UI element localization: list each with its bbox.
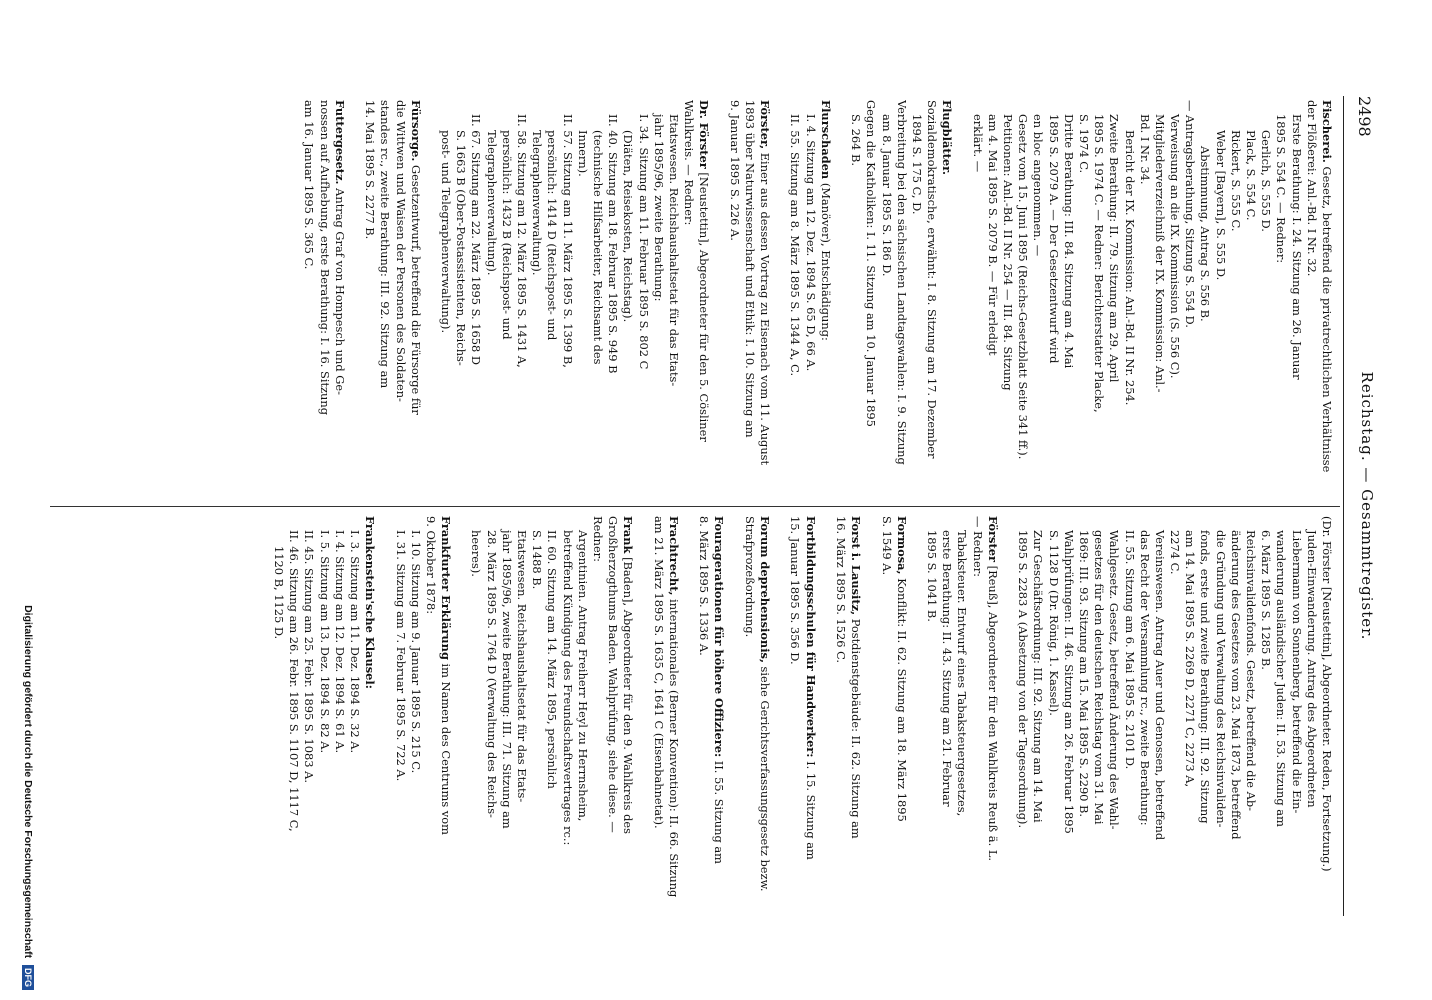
- index-text: Reichsinvalidenfonds. Gesetz, betreffend die Ab-: [1244, 530, 1259, 811]
- index-line: [1015, 516, 1030, 910]
- index-keyword: Dr. Förster: [697, 100, 712, 169]
- index-line: [1182, 516, 1197, 910]
- index-line: [1091, 516, 1106, 910]
- index-line: [408, 516, 423, 910]
- index-keyword: Fischerei.: [1320, 100, 1334, 163]
- index-text: I. 5. Sitzung am 13. Dez. 1894 S. 82 A.: [317, 530, 332, 754]
- index-text: Mitgliederverzeichniß der IX. Kommission: Anl.-: [1152, 114, 1167, 393]
- index-text: I. 34. Sitzung am 11. Februar 1895 S. 802 C: [636, 114, 651, 370]
- index-text: 28. März 1895 S. 1764 D (Verwaltung des Reichs-: [484, 530, 499, 818]
- index-text: im Namen des Centrums vom: [439, 659, 454, 835]
- index-line: [1137, 100, 1152, 494]
- index-text: — Antragsberathung, Sitzung S. 554 D.: [1183, 100, 1198, 328]
- index-text: Bericht der IX. Kommission: Anl.-Bd. II Nr. 254.: [1122, 130, 1137, 406]
- index-line: [757, 100, 772, 494]
- index-keyword: Förster: [985, 516, 1000, 562]
- index-text: (Diäten, Reisekosten, Reichstag).: [621, 130, 636, 323]
- index-line: [1045, 516, 1060, 910]
- index-text: (Manöver), Entschädigung:: [818, 179, 833, 341]
- index-text: II. 55. Sitzung am: [712, 757, 727, 864]
- index-text: Bd. I Nr. 34.: [1137, 114, 1152, 185]
- index-line: [939, 516, 954, 910]
- index-line: [1243, 100, 1258, 494]
- index-text: änderung des Gesetzes vom 23. Mai 1873, betreffend: [1228, 530, 1243, 840]
- index-keyword: Flugblätter.: [940, 100, 955, 176]
- index-line: [377, 100, 392, 494]
- index-keyword: Fürsorge.: [408, 100, 423, 162]
- index-text: gesetzes für den deutschen Reichstag vom 31. Mai: [1092, 530, 1107, 825]
- index-line: [1197, 516, 1212, 910]
- index-line: [863, 100, 878, 494]
- index-text: Etatswesen. Reichshaushaltsetat für das Etats-: [515, 530, 530, 803]
- index-text: am 8. Januar 1895 S. 186 D.: [879, 114, 894, 277]
- index-text: standes rc., zweite Berathung: III. 92. Sitzung am: [378, 100, 393, 389]
- index-line: [559, 100, 574, 494]
- index-keyword: Förster,: [758, 100, 773, 150]
- index-text: 8. März 1895 S. 1336 A.: [697, 516, 712, 656]
- index-text: S. 1663 B (Ober-Postassistenten, Reichs-: [454, 130, 469, 366]
- index-line: [1106, 516, 1121, 910]
- index-text: am 21. März 1895 S. 1635 C, 1641 C (Eisenbahnetat).: [651, 516, 666, 829]
- index-text: [Neustettin], Abgeordneter für den 5. Cösliner: [697, 168, 712, 442]
- index-text: erklärt. —: [970, 114, 985, 173]
- index-line: [1015, 100, 1030, 494]
- index-text: siehe Gerichtsverfassungsgesetz bezw.: [758, 662, 773, 892]
- index-text: S. 1974 C.: [1077, 114, 1091, 174]
- index-text: das Recht der Versammlung rc., zweite Berathung:: [1137, 530, 1152, 826]
- index-line: [954, 516, 969, 910]
- index-text: Zweite Berathung: II. 79. Sitzung am 29. April: [1107, 114, 1122, 383]
- index-text: jahr 1895/96, zweite Berathung: III. 71. Sitzung am: [499, 530, 514, 829]
- index-line: [468, 100, 483, 494]
- index-keyword: Flurschaden: [818, 100, 833, 180]
- index-line: [1304, 516, 1319, 910]
- index-line: [1076, 100, 1091, 494]
- index-line: [742, 100, 757, 494]
- index-text: post- und Telegraphenverwaltung).: [439, 130, 454, 334]
- index-text: Rickert, S. 555 C.: [1228, 130, 1243, 232]
- index-line: [529, 100, 544, 494]
- index-line: [1228, 100, 1243, 494]
- index-line: [1030, 516, 1045, 910]
- index-text: II. 67. Sitzung am 22. März 1895 S. 1658 D: [469, 114, 484, 366]
- index-text: 9. Januar 1895 S. 226 A.: [727, 100, 742, 241]
- index-line: [605, 100, 620, 494]
- index-line: [848, 100, 863, 494]
- index-keyword: Forum deprehensionis,: [758, 516, 773, 663]
- digitization-credit: [22, 200, 34, 990]
- index-text: 1895 S. 2283 A (Absetzung von der Tagesordnung).: [1016, 530, 1031, 829]
- index-text: Petitionen: Anl.-Bd. II Nr. 254 — III. 84. Sitzung: [1001, 114, 1016, 391]
- index-line: [727, 516, 742, 910]
- index-text: 1120 B, 1125 D.: [272, 546, 287, 640]
- index-text: Postdienstgebäude: II. 62. Sitzung am: [849, 615, 864, 839]
- index-line: [1167, 100, 1182, 494]
- index-line: [605, 516, 620, 910]
- index-text: 1895 S. 1041 B.: [925, 530, 940, 622]
- index-text: internationales (Berner Konvention): II. 66. Sitzung: [666, 595, 681, 898]
- page-number: 2498: [1355, 96, 1374, 137]
- index-line: [1137, 516, 1152, 910]
- index-text: (technische Hilfsarbeiter, Reichsamt des: [591, 130, 605, 365]
- index-line: [286, 516, 301, 910]
- index-line: [742, 516, 757, 910]
- index-text: Weber [Bayern], S. 555 D.: [1213, 130, 1228, 281]
- index-line: [1258, 516, 1273, 910]
- index-text: II. 55. Sitzung am 6. Mai 1895 S. 2101 D.: [1122, 530, 1137, 770]
- index-line: [514, 516, 529, 910]
- index-text: Wahlprüfungen: II. 46. Sitzung am 26. Februar 1895: [1061, 530, 1076, 834]
- index-text: Gegen die Katholiken: I. 11. Sitzung am 10. Januar 1895: [864, 100, 879, 427]
- index-line: [499, 100, 514, 494]
- index-line: [635, 516, 650, 910]
- index-text: II. 55. Sitzung am 8. März 1895 S. 1344 A, C.: [788, 114, 803, 377]
- index-line: [620, 100, 635, 494]
- index-line: [681, 516, 696, 910]
- running-title: Reichstag. — Gesammtregister.: [1358, 371, 1376, 641]
- index-line: [362, 100, 377, 494]
- index-text: wanderung ausländischer Juden: II. 53. Sitzung am: [1274, 530, 1289, 827]
- index-text: 1894 S. 175 C, D.: [909, 114, 924, 215]
- index-line: [453, 100, 468, 494]
- index-text: Gerlich, S. 555 D.: [1259, 130, 1274, 232]
- index-line: [681, 100, 696, 494]
- index-text: Abstimmung, Antrag S. 556 B.: [1198, 146, 1213, 322]
- index-text: 14. Mai 1895 S. 2277 B.: [363, 100, 378, 240]
- index-text: Tabaksteuer. Entwurf eines Tabaksteuergesetzes,: [955, 530, 970, 817]
- index-line: [438, 516, 453, 910]
- index-text: Einer aus dessen Vortrag zu Eisenach vom 11. August: [758, 149, 773, 466]
- index-line: [301, 516, 316, 910]
- index-text: I. 31. Sitzung am 7. Februar 1895 S. 722 A.: [393, 530, 408, 782]
- index-text: persönlich: 1432 B (Reichspost- und: [499, 130, 514, 340]
- index-line: [894, 516, 909, 910]
- index-line: [468, 516, 483, 910]
- index-text: II. 58. Sitzung am 12. März 1895 S. 1431 A,: [515, 114, 530, 368]
- index-line: [1121, 516, 1136, 910]
- index-keyword: Fortbildungsschulen für Handwerker:: [803, 516, 818, 758]
- index-line: [666, 516, 681, 910]
- index-line: [316, 100, 331, 494]
- index-line: [878, 516, 893, 910]
- index-line: [1061, 516, 1076, 910]
- index-text: Großherzogthums Baden. Wahlprüfung, siehe diese. —: [606, 516, 621, 833]
- index-text: S. 1549 A.: [879, 516, 894, 576]
- index-line: [590, 100, 605, 494]
- dfg-logo: DFG: [22, 965, 34, 990]
- index-line: [802, 516, 817, 910]
- index-line: [1258, 100, 1273, 494]
- index-line: [590, 516, 605, 910]
- index-text: am 4. Mai 1895 S. 2079 B. — Für erledigt: [985, 114, 1000, 356]
- index-text: — Redner:: [970, 516, 985, 577]
- index-line: [1091, 100, 1106, 494]
- index-text: heeres).: [469, 530, 484, 577]
- index-text: Telegraphenverwaltung).: [530, 130, 545, 276]
- index-line: [484, 516, 499, 910]
- index-line: [954, 100, 969, 494]
- index-line: [392, 516, 407, 910]
- index-text: 6. März 1895 S. 1285 B.: [1259, 530, 1274, 670]
- index-text: S. 1128 D (Dr. Rönig, 1. Kassel).: [1046, 530, 1061, 716]
- index-text: am 16. Januar 1895 S. 365 C.: [302, 100, 317, 270]
- index-text: S. 1488 B.: [530, 530, 545, 590]
- index-line: [666, 100, 681, 494]
- index-line: [833, 100, 848, 494]
- index-keyword: Frankenstein'sche Klausel:: [363, 516, 378, 689]
- index-line: [1076, 516, 1091, 910]
- index-text: Innern).: [575, 130, 590, 177]
- index-text: der Flößerei: Anl.-Bd. I Nr. 32.: [1304, 100, 1319, 277]
- index-line: [1243, 516, 1258, 910]
- index-line: [1030, 100, 1045, 494]
- index-text: [Reuß], Abgeordneter für den Wahlkreis Reuß ä. L.: [985, 562, 1000, 862]
- index-line: [757, 516, 772, 910]
- index-line: [347, 516, 362, 910]
- index-line: [696, 100, 711, 494]
- index-line: [1045, 100, 1060, 494]
- index-text: Erste Berathung: I. 24. Sitzung am 26. Januar: [1289, 114, 1304, 380]
- index-text: Antrag Graf von Hompesch und Ge-: [332, 184, 347, 395]
- index-text: 2274 C.: [1168, 530, 1183, 575]
- column-divider: [50, 506, 1340, 507]
- index-line: [772, 516, 787, 910]
- index-text: Gesetzentwurf, betreffend die Fürsorge für: [408, 161, 423, 415]
- index-text: Konflikt: II. 62. Sitzung am 18. März 1895: [894, 574, 909, 822]
- index-keyword: Futtergesetz.: [332, 100, 347, 185]
- index-line: [1288, 100, 1303, 494]
- index-line: [970, 100, 985, 494]
- index-line: [1000, 100, 1015, 494]
- index-line: [1213, 100, 1228, 494]
- index-line: [1152, 516, 1167, 910]
- index-text: I. 4. Sitzung am 12. Dez. 1894 S. 65 D, 66 A.: [803, 114, 818, 372]
- index-line: [909, 100, 924, 494]
- index-text: 1895 S. 1974 C. — Redner: Berichterstatter Placke,: [1092, 114, 1107, 413]
- index-text: Wahlgesetz. Gesetz, betreffend Änderung des Wahl-: [1107, 530, 1122, 830]
- index-text: die Wittwen und Waisen der Personen des Soldaten-: [393, 100, 408, 402]
- index-text: Sozialdemokratische, erwähnt: I. 8. Sitzung am 17. Dezember: [925, 100, 940, 459]
- index-text: I. 10. Sitzung am 9. Januar 1895 S. 215 C.: [408, 530, 423, 774]
- index-line: [924, 100, 939, 494]
- index-line: [559, 516, 574, 910]
- index-line: [863, 516, 878, 910]
- index-text: Dritte Berathung: III. 84. Sitzung am 4. Mai: [1061, 114, 1076, 369]
- index-line: [423, 100, 438, 494]
- index-text: persönlich: 1414 D (Reichspost- und: [545, 130, 560, 341]
- index-line: [575, 516, 590, 910]
- index-line: [711, 100, 726, 494]
- index-text: Argentinien. Antrag Freiherr Heyl zu Herrnsheim,: [575, 530, 590, 822]
- credit-text: Digitalisierung gefördert durch die Deutsche Forschungsgemeinschaft: [22, 605, 34, 959]
- index-line: [711, 516, 726, 910]
- index-line: [909, 516, 924, 910]
- index-text: Gesetz vom 15. Juni 1895 (Reichs-Gesetzblatt Seite 341 ff.).: [1016, 114, 1031, 460]
- index-line: [271, 516, 286, 910]
- index-line: [1228, 516, 1243, 910]
- index-text: Plack, S. 554 C.: [1244, 130, 1259, 221]
- index-line: [1213, 516, 1228, 910]
- index-line: [362, 516, 377, 910]
- page-header: [1350, 96, 1376, 916]
- index-text: II. 45. Sitzung am 25. Febr. 1895 S. 1083 A.: [302, 530, 317, 783]
- index-line: [924, 516, 939, 910]
- index-line: [772, 100, 787, 494]
- index-line: [1288, 516, 1303, 910]
- index-text: Wahlkreis. — Redner:: [682, 100, 697, 226]
- index-line: [1319, 100, 1334, 494]
- index-line: [1304, 100, 1319, 494]
- index-line: [651, 516, 666, 910]
- index-text: I. 15. Sitzung am: [803, 757, 818, 860]
- index-line: [787, 516, 802, 910]
- left-column: [54, 100, 1334, 494]
- index-text: erste Berathung: II. 43. Sitzung am 21. Februar: [940, 530, 955, 807]
- index-line: [818, 516, 833, 910]
- index-line: [453, 516, 468, 910]
- index-text: 1893 über Naturwissenschaft und Ethik: I. 10. Sitzung am: [742, 100, 757, 438]
- index-line: [1167, 516, 1182, 910]
- index-text: I. 3. Sitzung am 11. Dez. 1894 S. 32 A.: [348, 530, 362, 754]
- index-line: [802, 100, 817, 494]
- index-text: II. 46. Sitzung am 26. Febr. 1895 S. 1107 D, 1117 C,: [287, 530, 302, 832]
- index-text: die Gründung und Verwaltung des Reichsinvaliden-: [1213, 530, 1228, 828]
- index-line: [1000, 516, 1015, 910]
- index-text: I. 4. Sitzung am 12. Dez. 1894 S. 61 A.: [332, 530, 347, 754]
- index-line: [347, 100, 362, 494]
- index-line: [1197, 100, 1212, 494]
- index-line: [651, 100, 666, 494]
- index-line: [423, 516, 438, 910]
- index-line: [620, 516, 635, 910]
- index-line: [575, 100, 590, 494]
- index-line: [878, 100, 893, 494]
- index-text: Etatswesen. Reichshaushaltsetat für das Etats-: [666, 114, 681, 387]
- index-text: Strafprozeßordnung.: [742, 516, 757, 638]
- index-text: am 14. Mai 1895 S. 2269 D, 2271 C, 2273 A,: [1183, 530, 1198, 788]
- index-text: Liebermann von Sonnenberg, betreffend die Ein-: [1289, 530, 1304, 814]
- index-text: jahr 1895/96, zweite Berathung:: [651, 114, 666, 302]
- index-text: Zur Geschäftsordnung: III. 92. Sitzung am 14. Mai: [1031, 530, 1046, 823]
- index-text: Juden-Einwanderung. Antrag des Abgeordneten: [1304, 530, 1319, 808]
- index-line: [316, 516, 331, 910]
- index-keyword: Formosa,: [894, 516, 909, 575]
- index-line: [408, 100, 423, 494]
- index-line: [544, 516, 559, 910]
- index-text: 1895 S. 554 C. — Redner:: [1274, 114, 1289, 264]
- index-keyword: Fouragerationen für höhere Offiziere:: [712, 516, 727, 758]
- index-text: [Baden], Abgeordneter für den 9. Wahlkreis des: [621, 553, 636, 834]
- index-line: [392, 100, 407, 494]
- index-text: 16. März 1895 S. 1526 C.: [834, 516, 848, 664]
- index-line: [301, 100, 316, 494]
- index-text: Gesetz, betreffend die privatrechtlichen Verhältnisse: [1320, 162, 1334, 473]
- index-line: [1152, 100, 1167, 494]
- index-line: [1273, 100, 1288, 494]
- index-line: [696, 516, 711, 910]
- index-line: [635, 100, 650, 494]
- index-line: [332, 100, 347, 494]
- header-rule: [1343, 96, 1344, 916]
- index-line: [1273, 516, 1288, 910]
- index-text: fonds, erste und zweite Berathung: III. 92. Sitzung: [1198, 530, 1213, 824]
- index-keyword: Frankfurter Erklärung: [439, 516, 454, 660]
- index-line: [1061, 100, 1076, 494]
- index-text: 15. Januar 1895 S. 356 D.: [788, 516, 803, 665]
- index-line: [787, 100, 802, 494]
- index-text: II. 57. Sitzung am 11. März 1895 S. 1399 B,: [560, 114, 575, 368]
- index-text: Vereinswesen. Antrag Auer und Genossen, betreffend: [1152, 530, 1167, 841]
- index-line: [1319, 516, 1334, 910]
- index-line: [970, 516, 985, 910]
- index-text: en bloc angenommen. —: [1031, 114, 1046, 257]
- index-text: S. 264 B.: [849, 114, 864, 166]
- index-keyword: Frank: [621, 516, 636, 554]
- index-line: [484, 100, 499, 494]
- index-text: Telegraphenverwaltung).: [484, 130, 499, 276]
- right-column: [54, 516, 1334, 910]
- index-line: [848, 516, 863, 910]
- index-line: [939, 100, 954, 494]
- index-line: [1121, 100, 1136, 494]
- index-line: [727, 100, 742, 494]
- index-line: [818, 100, 833, 494]
- index-line: [833, 516, 848, 910]
- index-line: [514, 100, 529, 494]
- index-text: Verbreitung bei den sächsischen Landtagswahlen: I. 9. Sitzung: [894, 100, 909, 465]
- index-text: betreffend Kündigung des Freundschaftsvertrages rc.:: [560, 530, 575, 846]
- index-line: [544, 100, 559, 494]
- index-text: Verweisung an die IX. Kommission (S. 556 C).: [1168, 114, 1183, 379]
- index-keyword: Frachtrecht,: [666, 516, 681, 596]
- index-line: [377, 516, 392, 910]
- index-text: nossen auf Aufhebung, erste Berathung: I. 16. Sitzung: [317, 100, 332, 416]
- index-line: [332, 516, 347, 910]
- index-text: 9. Oktober 1878:: [423, 516, 438, 615]
- index-text: II. 40. Sitzung am 18. Februar 1895 S. 949 B: [606, 114, 621, 374]
- index-line: [499, 516, 514, 910]
- index-text: Redner:: [591, 516, 605, 562]
- index-line: [529, 516, 544, 910]
- index-line: [894, 100, 909, 494]
- index-line: [985, 100, 1000, 494]
- index-line: [985, 516, 1000, 910]
- index-text: 1895 S. 2079 A. — Der Gesetzentwurf wird: [1046, 114, 1061, 364]
- index-keyword: Forst i. Lausitz,: [849, 516, 864, 616]
- index-line: [438, 100, 453, 494]
- index-line: [1182, 100, 1197, 494]
- index-text: (Dr. Förster [Neustettin], Abgeordneter. Reden, Fortsetzung.): [1320, 516, 1334, 872]
- index-text: 1869: III. 93. Sitzung am 15. Mai 1895 S. 2290 B.: [1077, 530, 1091, 818]
- index-line: [1106, 100, 1121, 494]
- index-text: II. 60. Sitzung am 14. März 1895, persönlich: [545, 530, 560, 789]
